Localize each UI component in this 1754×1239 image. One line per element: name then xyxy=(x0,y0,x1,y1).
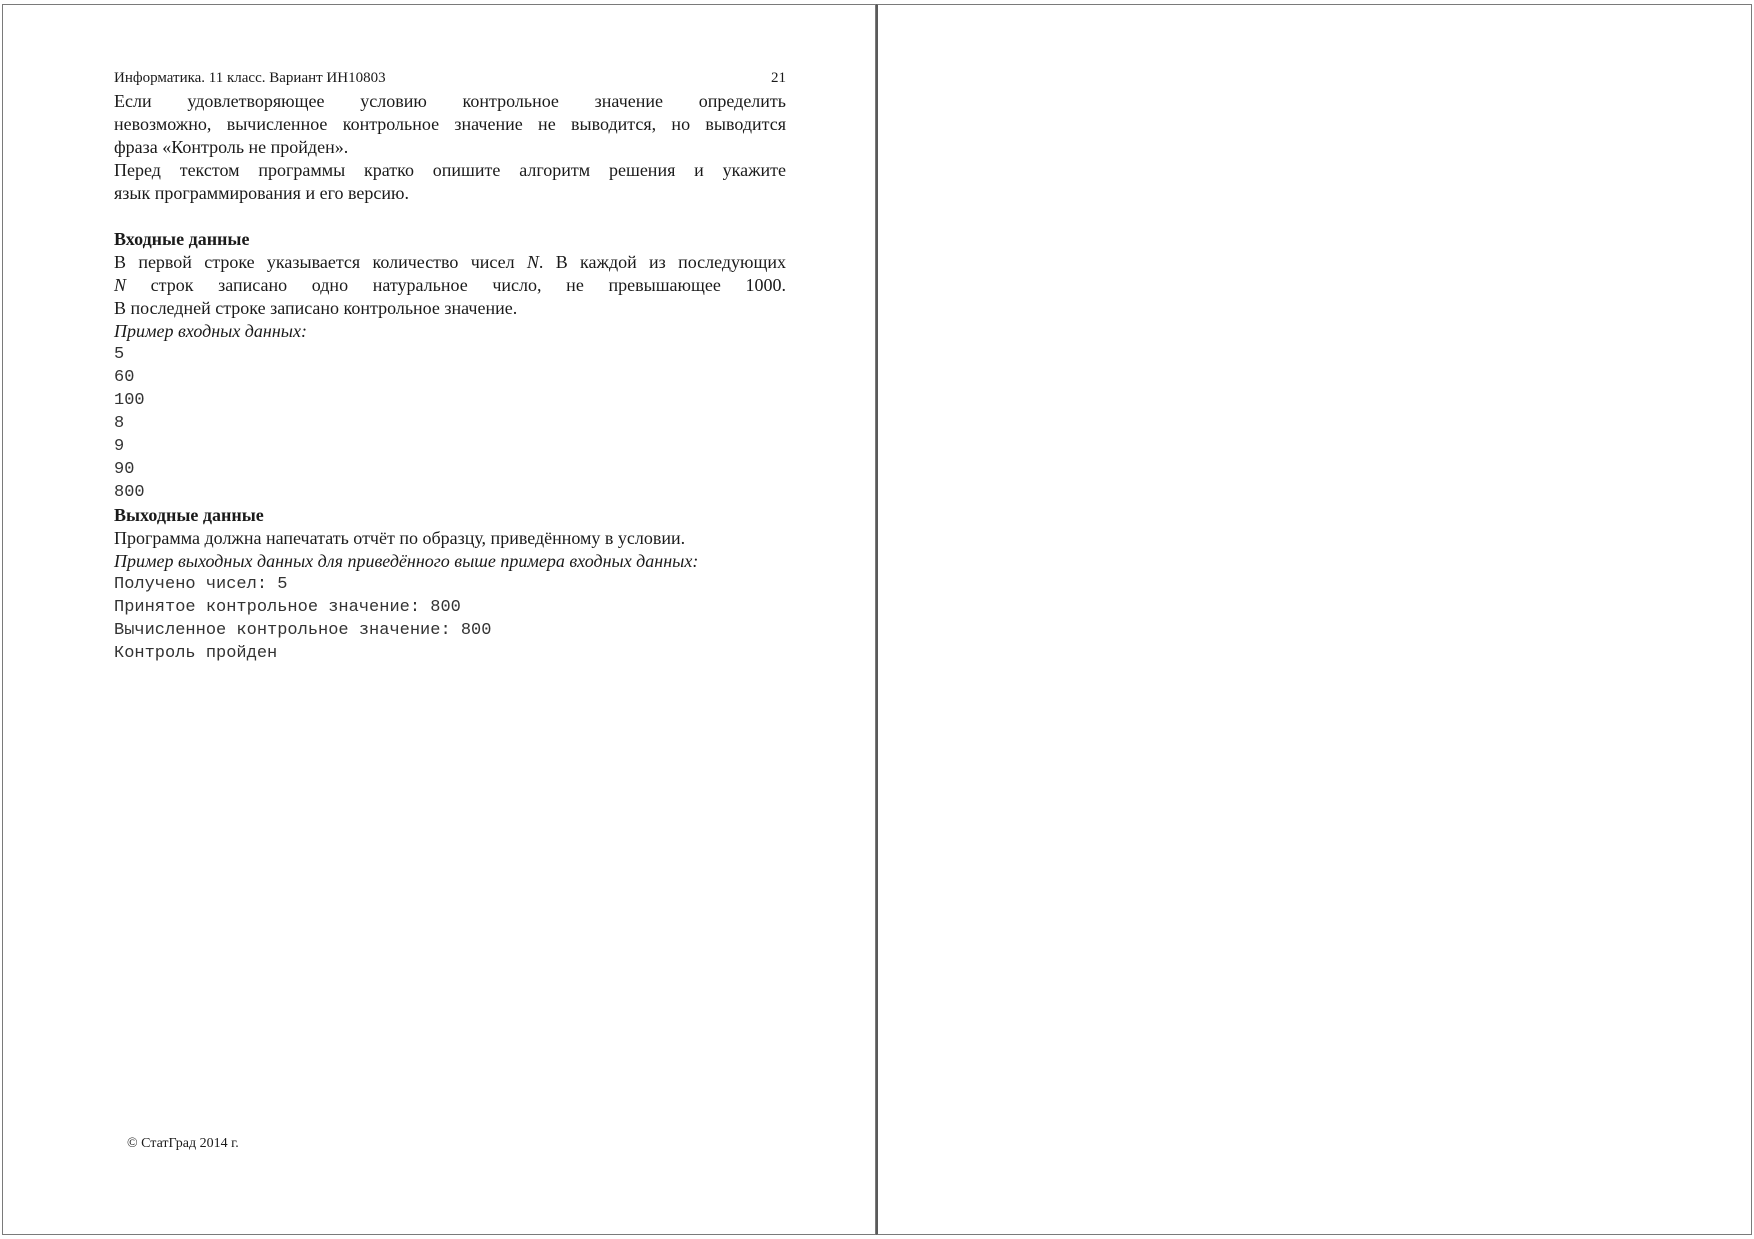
spacer xyxy=(114,205,786,228)
footer-copyright: © СтатГрад 2014 г. xyxy=(127,1136,239,1151)
input-description xyxy=(114,251,786,320)
input-example-value: 9 xyxy=(114,437,125,456)
input-example-value: 5 xyxy=(114,345,125,364)
input-example-value: 60 xyxy=(114,368,135,387)
output-example-line: Контроль пройден xyxy=(114,644,278,663)
page-number: 21 xyxy=(771,70,786,86)
input-desc-line2 xyxy=(114,274,786,297)
intro-p1-line3: фраза «Контроль не пройден». xyxy=(114,137,349,157)
input-desc-line1-a: В первой строке указывается количество чисел xyxy=(114,252,527,272)
intro-paragraph-2 xyxy=(114,159,786,205)
output-example-line: Получено чисел: 5 xyxy=(114,575,288,594)
input-desc-line3: В последней строке записано контрольное значение. xyxy=(114,298,518,318)
intro-p1-line2: невозможно, вычисленное контрольное значение не выводится, но выводится xyxy=(114,114,786,134)
input-example-label: Пример входных данных: xyxy=(114,321,307,341)
input-example-value: 8 xyxy=(114,414,125,433)
input-example-value: 800 xyxy=(114,483,145,502)
intro-p1-line1: Если удовлетворяющее условию контрольное значение определить xyxy=(114,91,786,111)
input-example-value: 100 xyxy=(114,391,145,410)
output-description: Программа должна напечатать отчёт по образцу, приведённому в условии. xyxy=(114,528,686,548)
page-content xyxy=(114,66,786,665)
input-desc-line1 xyxy=(114,251,786,274)
right-page-frame xyxy=(876,4,1752,1235)
output-example-line: Вычисленное контрольное значение: 800 xyxy=(114,621,492,640)
variable-n: N xyxy=(526,252,539,272)
input-example-value: 90 xyxy=(114,460,135,479)
intro-p2-line2: язык программирования и его версию. xyxy=(114,183,409,203)
input-example-block xyxy=(114,343,786,504)
intro-p2-line1: Перед текстом программы кратко опишите алгоритм решения и укажите xyxy=(114,160,786,180)
output-heading: Выходные данные xyxy=(114,505,264,525)
input-desc-line1-b: . В каждой из последующих xyxy=(538,252,786,272)
input-desc-line2-b: строк записано одно натуральное число, не превышающее 1000. xyxy=(126,275,786,295)
header-title: Информатика. 11 класс. Вариант ИН10803 xyxy=(114,70,386,86)
output-example-line: Принятое контрольное значение: 800 xyxy=(114,598,461,617)
output-example-label: Пример выходных данных для приведённого выше примера входных данных: xyxy=(114,551,699,571)
intro-paragraph-1 xyxy=(114,90,786,159)
page-header xyxy=(114,66,786,90)
output-example-block xyxy=(114,573,786,665)
variable-n: N xyxy=(114,275,127,295)
input-heading: Входные данные xyxy=(114,229,250,249)
